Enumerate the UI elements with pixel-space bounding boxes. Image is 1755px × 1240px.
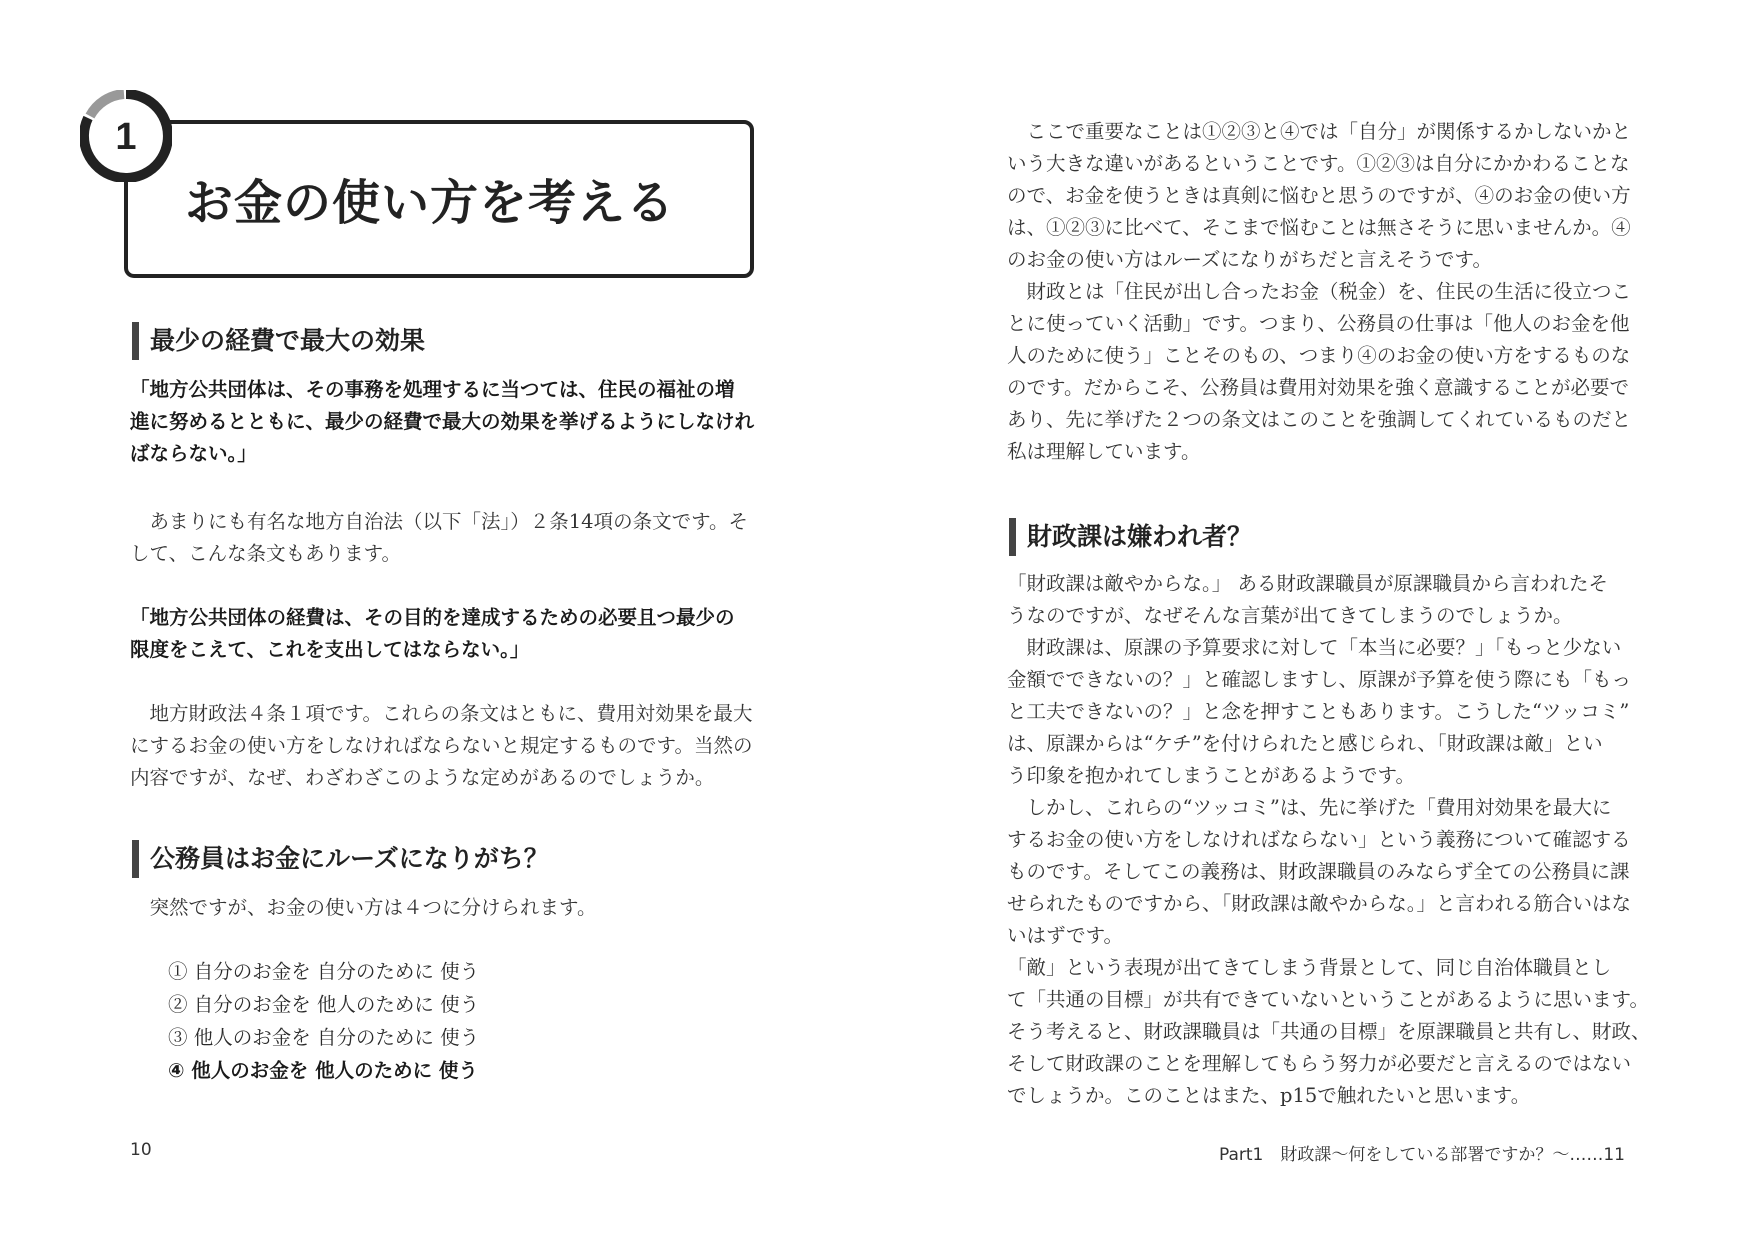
paragraph-line: して、こんな条文もあります。 [130, 542, 402, 565]
paragraph-line: のです。だからこそ、公務員は費用対効果を強く意識することが必要で [1007, 376, 1630, 399]
usage-list [168, 955, 479, 1087]
paragraph-line: そして財政課のことを理解してもらう努力が必要だと言えるのではない [1007, 1052, 1632, 1075]
paragraph-line: しかし、これらの“ツッコミ”は、先に挙げた「費用対効果を最大に [1007, 796, 1612, 819]
paragraph-line: のお金の使い方はルーズになりがちだと言えそうです。 [1007, 248, 1492, 271]
page-number: 10 [130, 1140, 152, 1160]
chapter-badge [80, 90, 172, 182]
paragraph-4 [1007, 116, 1631, 276]
quote-1-line: 進に努めるとともに、最少の経費で最大の効果を挙げるようにしなけれ [130, 410, 755, 433]
quote-2-line: 限度をこえて、これを支出してはならない。」 [130, 638, 530, 661]
paragraph-line: ものです。そしてこの義務は、財政課職員のみならず全ての公務員に課 [1007, 860, 1630, 883]
section-heading-3: 財政課は嫌われ者？ [1009, 518, 1252, 556]
section-heading-2: 公務員はお金にルーズになりがち？ [132, 840, 549, 878]
paragraph-line: 地方財政法４条１項です。これらの条文はともに、費用対効果を最大 [130, 702, 753, 725]
left-page [0, 0, 877, 1240]
paragraph-line: う印象を抱かれてしまうことがあるようです。 [1007, 764, 1415, 787]
chapter-number: 1 [115, 116, 137, 158]
paragraph-6 [1007, 568, 1651, 1112]
quote-1-line: 「地方公共団体は、その事務を処理するに当つては、住民の福祉の増 [130, 378, 735, 401]
quote-2 [130, 602, 735, 666]
list-item: ② 自分のお金を 他人のために 使う [168, 993, 480, 1016]
section-heading-1: 最少の経費で最大の効果 [132, 322, 425, 360]
paragraph-line: せられたものですから、「財政課は敵やからな。」と言われる筋合いはな [1007, 892, 1632, 915]
paragraph-line: 財政課は、原課の予算要求に対して「本当に必要？」「もっと少ない [1007, 636, 1622, 659]
list-item: ③ 他人のお金を 自分のために 使う [168, 1026, 480, 1049]
paragraph-line: 「敵」という表現が出てきてしまう背景として、同じ自治体職員とし [1007, 956, 1612, 979]
paragraph-line: そう考えると、財政課職員は「共通の目標」を原課職員と共有し、財政、 [1007, 1020, 1651, 1043]
paragraph-line: あり、先に挙げた２つの条文はこのことを強調してくれているものだと [1007, 408, 1632, 431]
paragraph-line: 財政とは「住民が出し合ったお金（税金）を、住民の生活に役立つこ [1007, 280, 1632, 303]
paragraph-line: 内容ですが、なぜ、わざわざこのような定めがあるのでしょうか。 [130, 766, 715, 789]
list-item: ① 自分のお金を 自分のために 使う [168, 960, 480, 983]
running-footer: Part1 財政課〜何をしている部署ですか？〜……11 [1218, 1145, 1625, 1165]
paragraph-line: でしょうか。このことはまた、p15で触れたいと思います。 [1007, 1084, 1531, 1107]
chapter-title: お金の使い方を考える [185, 175, 676, 231]
paragraph-line: は、原課からは“ケチ”を付けられたと感じられ、「財政課は敵」とい [1007, 732, 1603, 755]
paragraph-line: と工夫できないの？」と念を押すこともあります。こうした“ツッコミ” [1007, 700, 1630, 723]
paragraph-line: するお金の使い方をしなければならない」という義務について確認する [1007, 828, 1631, 851]
paragraph-line: あまりにも有名な地方自治法（以下「法」）２条14項の条文です。そ [130, 510, 749, 533]
paragraph-3 [130, 892, 596, 924]
paragraph-line: 「財政課は敵やからな。」 ある財政課職員が原課職員から言われたそ [1007, 572, 1608, 595]
paragraph-5 [1007, 276, 1631, 468]
paragraph-line: にするお金の使い方をしなければならないと規定するものです。当然の [130, 734, 753, 757]
quote-1-line: ばならない。」 [130, 442, 257, 465]
paragraph-line: て「共通の目標」が共有できていないということがあるように思います。 [1007, 988, 1649, 1011]
paragraph-line: 私は理解しています。 [1007, 440, 1201, 463]
paragraph-line: いう大きな違いがあるということです。①②③は自分にかかわることな [1007, 152, 1630, 175]
quote-1 [130, 374, 754, 470]
paragraph-line: とに使っていく活動」です。つまり、公務員の仕事は「他人のお金を他 [1007, 312, 1630, 335]
paragraph-line: ここで重要なことは①②③と④では「自分」が関係するかしないかと [1007, 120, 1632, 143]
paragraph-line: ので、お金を使うときは真剣に悩むと思うのですが、④のお金の使い方 [1007, 184, 1631, 207]
chapter-ring-icon [80, 90, 172, 182]
quote-2-line: 「地方公共団体の経費は、その目的を達成するための必要且つ最少の [130, 606, 735, 629]
list-item: ④ 他人のお金を 他人のために 使う [168, 1059, 478, 1082]
paragraph-1 [130, 506, 748, 570]
paragraph-line: いはずです。 [1007, 924, 1124, 947]
paragraph-line: 金額でできないの？」と確認しますし、原課が予算を使う際にも「もっ [1007, 668, 1632, 691]
paragraph-2 [130, 698, 752, 794]
paragraph-line: 人のために使う」ことそのもの、つまり④のお金の使い方をするものな [1007, 344, 1631, 367]
right-page [877, 0, 1755, 1240]
paragraph-line: うなのですが、なぜそんな言葉が出てきてしまうのでしょうか。 [1007, 604, 1573, 627]
paragraph-line: 突然ですが、お金の使い方は４つに分けられます。 [130, 896, 597, 919]
paragraph-line: は、①②③に比べて、そこまで悩むことは無さそうに思いませんか。④ [1007, 216, 1631, 239]
